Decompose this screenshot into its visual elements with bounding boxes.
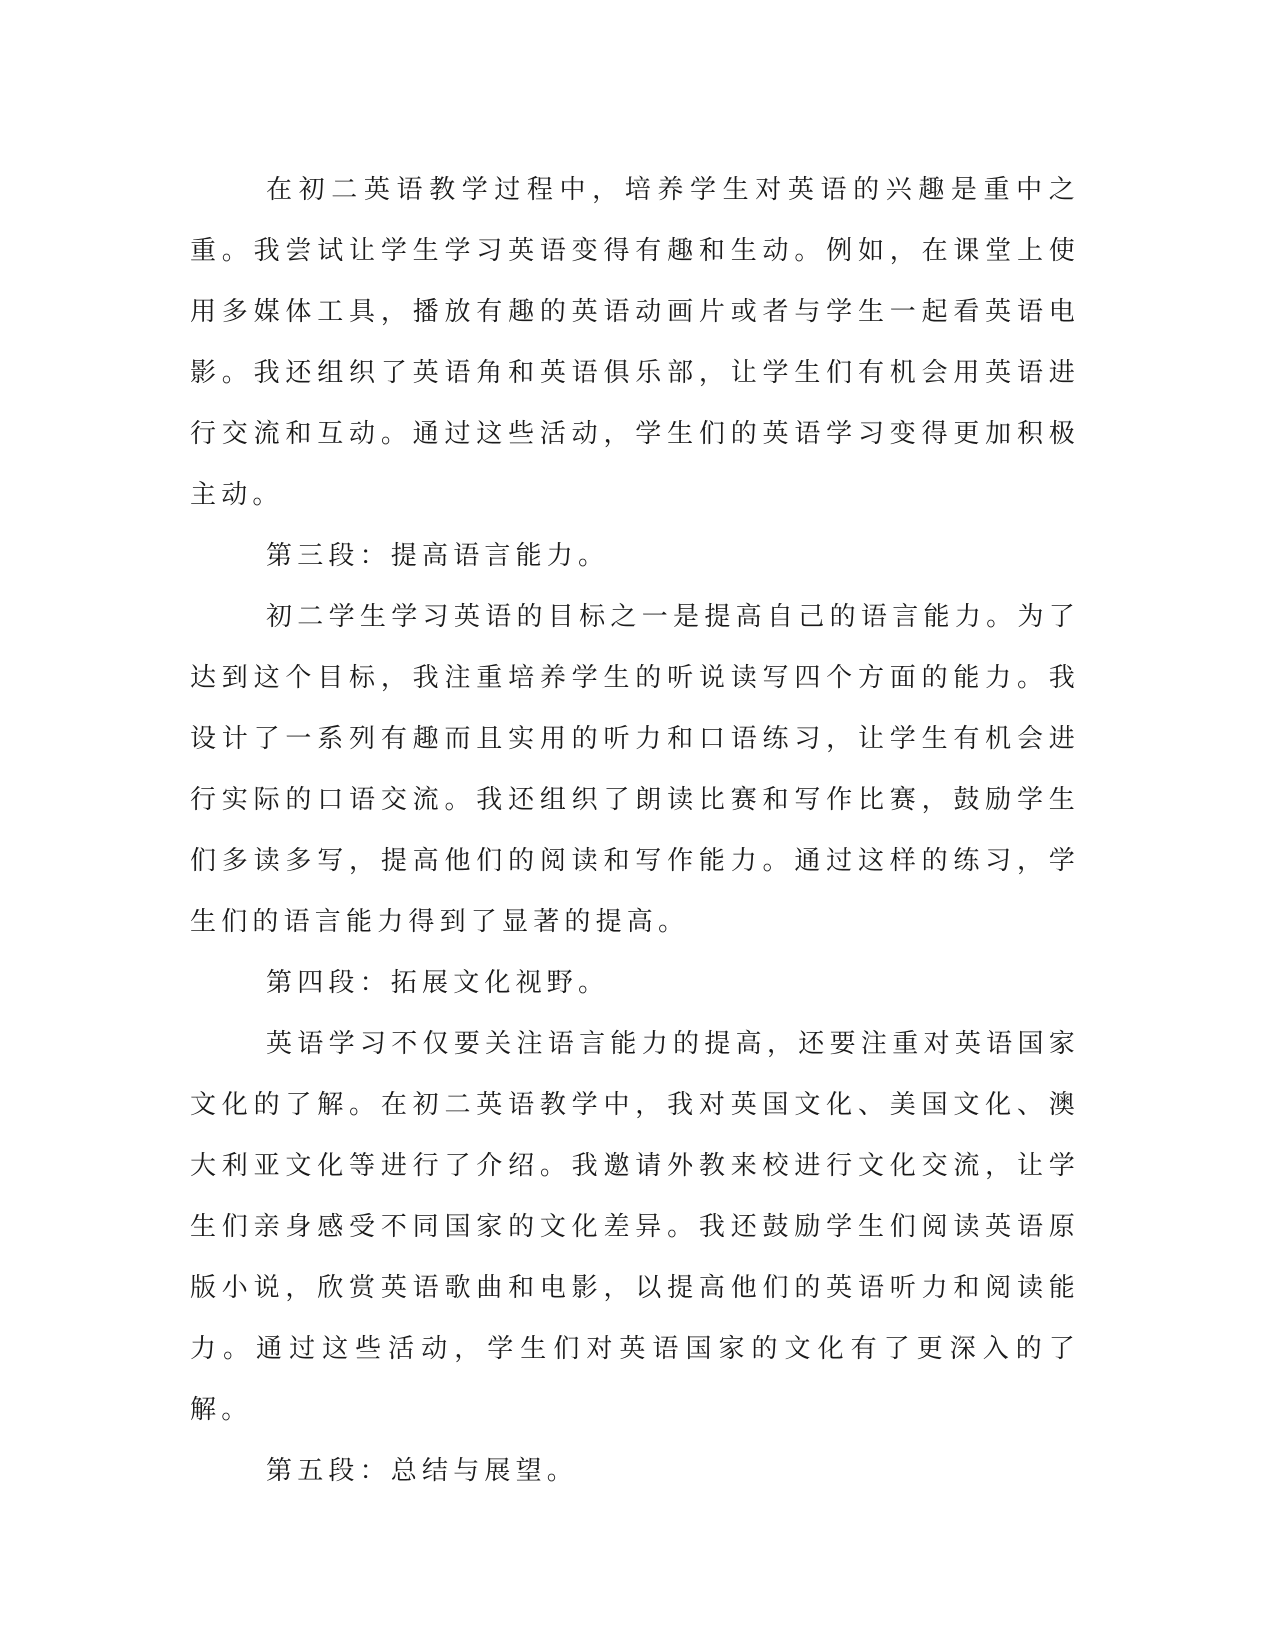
document-body [190,160,1080,1502]
section-heading-four: 第四段：拓展文化视野。 [266,968,610,998]
paragraph-language-ability: 初二学生学习英语的目标之一是提高自己的语言能力。为了达到这个目标，我注重培养学生的听说读写四个方面的能力。我设计了一系列有趣而且实用的听力和口语练习，让学生有机会进行实际的口语交流。我还组织了朗读比赛和写作比赛，鼓励学生们多读多写，提高他们的阅读和写作能力。通过这样的练习，学生们的语言能力得到了显著的提高。 [190,602,1080,937]
section-heading-five: 第五段：总结与展望。 [266,1456,579,1486]
paragraph-culture: 英语学习不仅要关注语言能力的提高，还要注重对英语国家文化的了解。在初二英语教学中，我对英国文化、美国文化、澳大利亚文化等进行了介绍。我邀请外教来校进行文化交流，让学生们亲身感受不同国家的文化差异。我还鼓励学生们阅读英语原版小说，欣赏英语歌曲和电影，以提高他们的英语听力和阅读能力。通过这些活动，学生们对英语国家的文化有了更深入的了解。 [190,1029,1080,1425]
section-heading-three: 第三段：提高语言能力。 [266,541,610,571]
paragraph-interest: 在初二英语教学过程中，培养学生对英语的兴趣是重中之重。我尝试让学生学习英语变得有趣和生动。例如，在课堂上使用多媒体工具，播放有趣的英语动画片或者与学生一起看英语电影。我还组织了英语角和英语俱乐部，让学生们有机会用英语进行交流和互动。通过这些活动，学生们的英语学习变得更加积极主动。 [190,175,1080,510]
